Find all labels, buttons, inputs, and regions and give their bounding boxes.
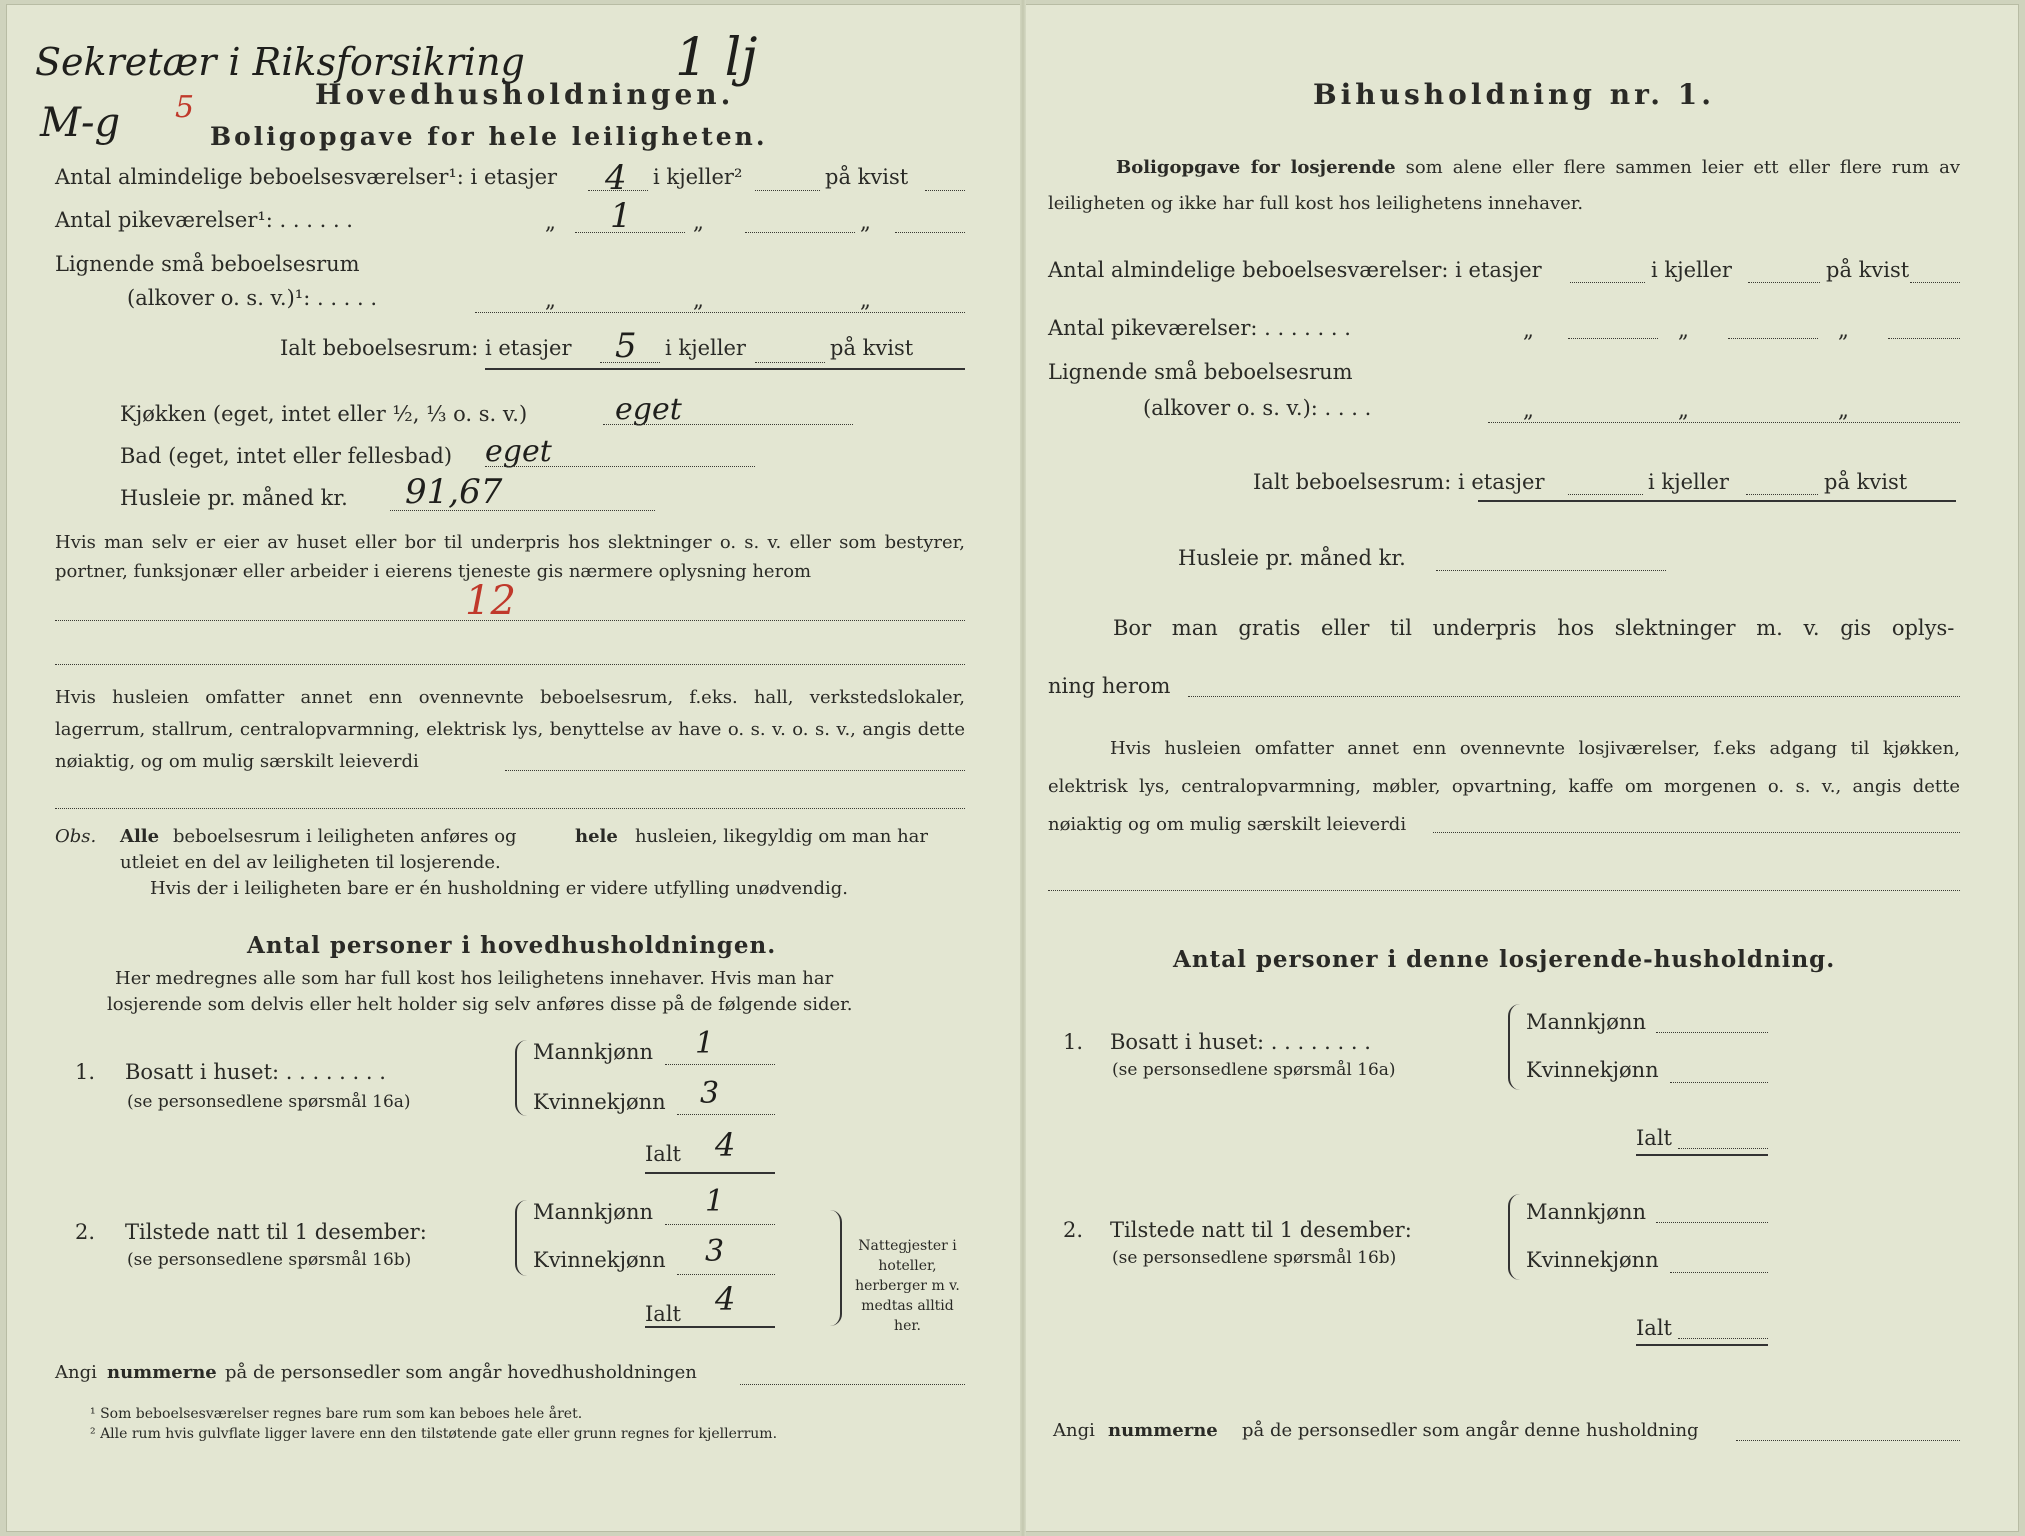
rent-field[interactable] [390, 510, 655, 511]
attic-label: på kvist [1826, 258, 1910, 282]
q2-number: 2. [75, 1220, 96, 1244]
obs-line-3: Hvis der i leiligheten bare er én husholdning er videre utfylling unødvendig. [150, 878, 849, 899]
page-fold [1020, 0, 1026, 1536]
handwritten-top-note: Sekretær i Riksforsikring [35, 40, 525, 84]
attic-label: på kvist [830, 336, 914, 360]
night-guests-brace [830, 1210, 842, 1326]
sub-maid-rooms-label: Antal pikeværelser: . . . . . . . [1048, 316, 1351, 340]
rent-includes-field-2[interactable] [55, 808, 965, 809]
q2-female-label: Kvinnekjønn [533, 1248, 666, 1272]
ordinary-rooms-label: Antal almindelige beboelsesværelser¹: i etasjer [55, 165, 558, 189]
ordinary-rooms-attic-field[interactable] [925, 190, 965, 191]
sub-household-title: Bihusholdning nr. 1. [1313, 78, 1715, 111]
obs-line-2: utleiet en del av leiligheten til losjerende. [120, 852, 501, 873]
q1-male-label: Mannkjønn [533, 1040, 654, 1064]
basement-label: i kjeller [665, 336, 746, 360]
rent-includes-field[interactable] [505, 770, 965, 771]
q1-total-value[interactable]: 4 [715, 1126, 736, 1164]
sub-q1-total-field[interactable] [1678, 1148, 1768, 1149]
rent-label: Husleie pr. måned kr. [120, 486, 348, 510]
persons-text-2: losjerende som delvis eller helt holder sig selv anføres disse på de følgende sider. [107, 994, 853, 1015]
sub-q1-male-label: Mannkjønn [1526, 1010, 1647, 1034]
sub-rent-label: Husleie pr. måned kr. [1178, 546, 1406, 570]
intro-bold: Boligopgave for losjerende [1116, 157, 1396, 178]
q2-male-field[interactable] [665, 1224, 775, 1225]
footnote-2: ² Alle rum hvis gulvflate ligger lavere enn den tilstøtende gate eller grunn regnes for kjellerrum. [90, 1426, 778, 1442]
sub-ordinary-basement-field[interactable] [1748, 282, 1820, 283]
q1-male-value[interactable]: 1 [695, 1026, 715, 1061]
owner-info-paragraph: Hvis man selv er eier av huset eller bor til underpris hos slektninger o. s. v. eller som bestyrer, portner, funksjonær eller arbeider i eierens tjeneste gis nærmere oplysning herom [55, 532, 965, 582]
ditto-mark: „ [860, 210, 871, 234]
maid-rooms-label: Antal pikeværelser¹: . . . . . . [55, 208, 353, 232]
ordinary-rooms-floors-value: 4 [605, 158, 627, 198]
q2-brace [515, 1200, 527, 1276]
total-rooms-floors-value: 5 [615, 326, 637, 366]
q2-total-underline [645, 1326, 775, 1328]
sub-q1-total-label: Ialt [1636, 1126, 1672, 1150]
q1-total-label: Ialt [645, 1142, 681, 1166]
right-page-sub-household [1048, 0, 1960, 1536]
obs-all-bold: Alle [120, 826, 160, 847]
q2-label: Tilstede natt til 1 desember: [125, 1220, 427, 1244]
q2-female-value[interactable]: 3 [705, 1234, 725, 1269]
ditto-mark: „ [1678, 398, 1689, 422]
owner-info-field[interactable] [55, 620, 965, 621]
sub-maid-floors-field[interactable] [1568, 338, 1658, 339]
ditto-mark: „ [1523, 398, 1534, 422]
maid-rooms-attic-field[interactable] [895, 232, 965, 233]
q1-female-field[interactable] [677, 1114, 775, 1115]
sub-total-basement-field[interactable] [1746, 494, 1818, 495]
angi-post: på de personsedler som angår hovedhusholdningen [225, 1362, 697, 1383]
ditto-mark: „ [545, 288, 556, 312]
bath-label: Bad (eget, intet eller fellesbad) [120, 444, 453, 468]
sub-q2-total-field[interactable] [1678, 1338, 1768, 1339]
sub-q1-female-label: Kvinnekjønn [1526, 1058, 1659, 1082]
q1-female-value[interactable]: 3 [700, 1076, 720, 1111]
sub-maid-attic-field[interactable] [1888, 338, 1960, 339]
obs-label: Obs. [55, 826, 97, 847]
bath-value: eget [485, 434, 552, 469]
q1-brace [515, 1040, 527, 1116]
q2-total-label: Ialt [645, 1302, 681, 1326]
maid-rooms-value: 1 [610, 196, 632, 236]
sub-q2-male-label: Mannkjønn [1526, 1200, 1647, 1224]
total-rooms-label: Ialt beboelsesrum: i etasjer [280, 336, 572, 360]
sub-rent-includes-paragraph: Hvis husleien omfatter annet enn ovennevnte losjiværelser, f.eks adgang til kjøkken, elektrisk lys, centralopvarmning, møbler, opvartning, kaffe om morgenen o. s. v., angis dette nøiaktig og om mulig særskilt leieverdi [1048, 738, 1960, 835]
q2-male-label: Mannkjønn [533, 1200, 654, 1224]
persons-text-1: Her medregnes alle som har full kost hos leilighetens innehaver. Hvis man har [115, 968, 834, 989]
q2-female-field[interactable] [677, 1274, 775, 1275]
handwritten-top-right: 1 lj [675, 28, 758, 88]
sub-rent-includes-field[interactable] [1433, 832, 1960, 833]
sub-q2-brace [1508, 1194, 1520, 1280]
ditto-mark: „ [693, 210, 704, 234]
obs-text-1: beboelsesrum i leiligheten anføres og [173, 826, 517, 847]
handwritten-corner-mark: M-g [40, 100, 121, 146]
sub-q1-number: 1. [1063, 1030, 1084, 1054]
q1-female-label: Kvinnekjønn [533, 1090, 666, 1114]
obs-text-2: husleien, likegyldig om man har [635, 826, 928, 847]
ditto-mark: „ [1838, 318, 1849, 342]
q2-total-value[interactable]: 4 [715, 1280, 736, 1318]
q1-label: Bosatt i huset: . . . . . . . . [125, 1060, 386, 1084]
free-rent-line-1: Bor man gratis eller til underpris hos slektninger m. v. gis oplys- [1113, 616, 1955, 640]
attic-label: på kvist [825, 165, 909, 189]
sub-q1-female-field[interactable] [1670, 1082, 1768, 1083]
ditto-mark: „ [1678, 318, 1689, 342]
basement-label: i kjeller² [653, 165, 743, 189]
sub-q2-total-label: Ialt [1636, 1316, 1672, 1340]
basement-label: i kjeller [1651, 258, 1732, 282]
sub-small-rooms-label: Lignende små beboelsesrum [1048, 360, 1353, 384]
kitchen-label: Kjøkken (eget, intet eller ½, ⅓ o. s. v.) [120, 402, 528, 426]
q1-total-underline [645, 1172, 775, 1174]
persons-heading: Antal personer i hovedhusholdningen. [247, 932, 777, 959]
ditto-mark: „ [545, 210, 556, 234]
sub-rent-field[interactable] [1436, 570, 1666, 571]
sub-total-floors-field[interactable] [1568, 494, 1643, 495]
left-page-main-household [35, 0, 965, 1536]
sub-angi-pre: Angi [1053, 1420, 1095, 1441]
sub-q2-total-underline [1636, 1344, 1768, 1346]
small-rooms-label: Lignende små beboelsesrum [55, 252, 360, 276]
free-rent-line-2: ning herom [1048, 674, 1171, 698]
owner-info-field-2[interactable] [55, 664, 965, 665]
maid-rooms-basement-field[interactable] [745, 232, 855, 233]
sub-persons-heading: Antal personer i denne losjerende-husholdning. [1173, 946, 1836, 973]
main-household-numbers-field[interactable] [740, 1384, 965, 1385]
ditto-mark: „ [860, 288, 871, 312]
sub-total-underline [1478, 500, 1956, 502]
sub-q1-label: Bosatt i huset: . . . . . . . . [1110, 1030, 1371, 1054]
main-household-title: Hovedhusholdningen. [315, 78, 735, 111]
sub-q2-male-field[interactable] [1656, 1222, 1768, 1223]
sub-angi-numbers-bold: nummerne [1108, 1420, 1218, 1441]
main-household-subtitle: Boligopgave for hele leiligheten. [210, 122, 768, 151]
q1-number: 1. [75, 1060, 96, 1084]
q1-male-field[interactable] [665, 1064, 775, 1065]
sub-small-rooms-field[interactable] [1488, 422, 1960, 423]
sub-q1-brace [1508, 1004, 1520, 1090]
sub-ordinary-attic-field[interactable] [1910, 282, 1960, 283]
small-rooms-field[interactable] [475, 312, 965, 313]
sub-q2-label: Tilstede natt til 1 desember: [1110, 1218, 1412, 1242]
q2-male-value[interactable]: 1 [705, 1184, 725, 1219]
bath-field[interactable] [485, 466, 755, 467]
kitchen-field[interactable] [603, 424, 853, 425]
handwritten-red-12: 12 [465, 578, 516, 624]
sub-q1-male-field[interactable] [1656, 1032, 1768, 1033]
angi-pre: Angi [55, 1362, 97, 1383]
sub-q1-sublabel: (se personsedlene spørsmål 16a) [1112, 1060, 1396, 1080]
obs-hele-bold: hele [575, 826, 618, 847]
sub-q2-female-label: Kvinnekjønn [1526, 1248, 1659, 1272]
sub-q2-sublabel: (se personsedlene spørsmål 16b) [1112, 1248, 1397, 1268]
q2-sublabel: (se personsedlene spørsmål 16b) [127, 1250, 412, 1270]
sub-ordinary-floors-field[interactable] [1570, 282, 1645, 283]
sub-total-rooms-label: Ialt beboelsesrum: i etasjer [1253, 470, 1545, 494]
sub-maid-basement-field[interactable] [1728, 338, 1818, 339]
ditto-mark: „ [1523, 318, 1534, 342]
rent-value: 91,67 [405, 472, 503, 512]
attic-label: på kvist [1824, 470, 1908, 494]
ditto-mark: „ [1838, 398, 1849, 422]
sub-household-numbers-field[interactable] [1736, 1440, 1960, 1441]
sub-household-intro [1048, 150, 1960, 222]
sub-q2-number: 2. [1063, 1218, 1084, 1242]
total-rooms-basement-field[interactable] [755, 362, 825, 363]
sub-ordinary-rooms-label: Antal almindelige beboelsesværelser: i etasjer [1048, 258, 1542, 282]
sub-q1-total-underline [1636, 1154, 1768, 1156]
night-guests-note: Nattegjester i hoteller, herberger m v. medtas alltid her. [855, 1238, 960, 1334]
sub-alcoves-label: (alkover o. s. v.): . . . . [1143, 396, 1372, 420]
sub-angi-post: på de personsedler som angår denne husholdning [1242, 1420, 1699, 1441]
q1-sublabel: (se personsedlene spørsmål 16a) [127, 1092, 411, 1112]
basement-label: i kjeller [1648, 470, 1729, 494]
handwritten-red-5: 5 [175, 90, 195, 125]
ditto-mark: „ [693, 288, 704, 312]
alcoves-label: (alkover o. s. v.)¹: . . . . . [127, 286, 378, 310]
rent-includes-paragraph: Hvis husleien omfatter annet enn ovennevnte beboelsesrum, f.eks. hall, verkstedslokaler, lagerrum, stallrum, centralopvarmning, elektrisk lys, benyttelse av have o. s. v. o. s. v., angis dette nøiaktig, og om mulig særskilt leieverdi [55, 687, 965, 772]
free-rent-field[interactable] [1188, 696, 1960, 697]
sub-q2-female-field[interactable] [1670, 1272, 1768, 1273]
sub-rent-includes-field-2[interactable] [1048, 890, 1960, 891]
total-rooms-underline [485, 368, 965, 370]
kitchen-value: eget [615, 392, 682, 427]
intro-rest: som alene eller flere sammen leier ett eller flere rum av leiligheten og ikke har full kost hos leilighetens innehaver. [1048, 157, 1960, 214]
footnote-1: ¹ Som beboelsesværelser regnes bare rum som kan beboes hele året. [90, 1406, 583, 1422]
angi-numbers-bold: nummerne [107, 1362, 217, 1383]
ordinary-rooms-basement-field[interactable] [755, 190, 820, 191]
